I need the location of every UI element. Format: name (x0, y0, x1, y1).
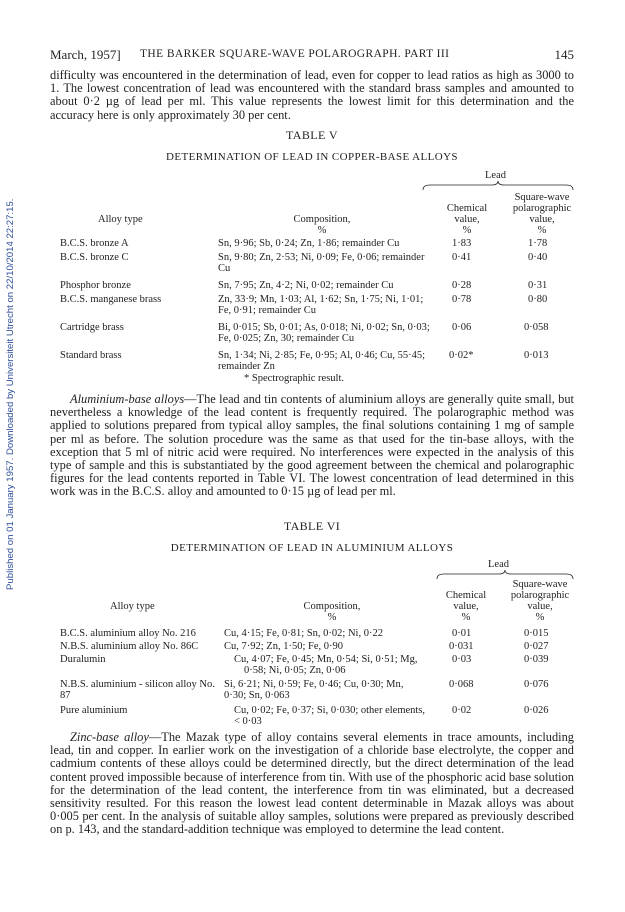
composition: Zn, 33·9; Mn, 1·03; Al, 1·62; Sn, 1·75; Ni, 1·01; Fe, 0·91; remainder Cu (218, 294, 424, 316)
chemical-value: 0·02 (452, 705, 472, 716)
table6-alloy-header: Alloy type (110, 601, 155, 612)
composition: Cu, 4·07; Fe, 0·45; Mn, 0·54; Si, 0·51; Mg, 0·58; Ni, 0·05; Zn, 0·06 (234, 654, 418, 676)
chemical-value: 0·02* (449, 350, 474, 361)
running-header (50, 47, 574, 63)
chemical-value: 0·031 (449, 641, 474, 652)
table6-sq-header: Square-wave polarographic value, % (510, 579, 570, 623)
table5-caption: DETERMINATION OF LEAD IN COPPER-BASE ALLOYS (166, 151, 458, 163)
square-wave-value: 0·058 (524, 322, 549, 333)
alloy-type: B.C.S. bronze A (60, 238, 129, 249)
composition: Si, 6·21; Ni, 0·59; Fe, 0·46; Cu, 0·30; Mn, 0·30; Sn, 0·063 (224, 679, 404, 701)
issue-date: March, 1957] (50, 47, 121, 62)
square-wave-value: 0·076 (524, 679, 549, 690)
composition: Bi, 0·015; Sb, 0·01; As, 0·018; Ni, 0·02; Sn, 0·03; Fe, 0·025; Zn, 30; remainder Cu (218, 322, 430, 344)
aluminium-heading: Aluminium-base alloys (70, 392, 185, 406)
table5 (50, 170, 574, 385)
square-wave-value: 0·026 (524, 705, 549, 716)
table5-label: TABLE V (286, 128, 338, 142)
alloy-type: Pure aluminium (60, 705, 128, 716)
composition: Sn, 7·95; Zn, 4·2; Ni, 0·02; remainder Cu (218, 280, 394, 291)
zinc-paragraph: Zinc-base alloy—The Mazak type of alloy contains several elements in trace amounts, including lead, tin and copper. In earlier work on the investigation of a chloride base electrolyte, the copper and cadmium contents of these alloys could be determined directly, but the direct determination of the lead content proved impossible because of interference from tin. With use of the phosphoric acid base solution for the determination of the lead content, the interference from tin was eliminated, but a decreased sensitivity resulted. For this reason the lowest lead content determinable in Mazak alloys was about 0·005 per cent. In the analysis of suitable alloy samples, solutions were prepared as previously described on p. 143, and the standard-addition technique was employed to determine the lead content. (50, 730, 574, 837)
chemical-value: 0·06 (452, 322, 472, 333)
chemical-value: 0·28 (452, 280, 472, 291)
alloy-type: N.B.S. aluminium - silicon alloy No. 87 (60, 679, 215, 701)
alloy-type: Phosphor bronze (60, 280, 131, 291)
download-watermark: Published on 01 January 1957. Downloaded by Universiteit Utrecht on 22/10/2014 22:27:15. (5, 198, 16, 590)
table5-lead-header: Lead (485, 170, 506, 181)
chemical-value: 0·068 (449, 679, 474, 690)
alloy-type: N.B.S. aluminium alloy No. 86C (60, 641, 199, 652)
table5-sq-header: Square-wave polarographic value, % (512, 192, 572, 236)
composition: Cu, 4·15; Fe, 0·81; Sn, 0·02; Ni, 0·22 (224, 628, 383, 639)
table5-comp-header: Composition, % (293, 214, 351, 236)
composition: Cu, 0·02; Fe, 0·37; Si, 0·030; other elements, < 0·03 (234, 705, 426, 727)
aluminium-paragraph: Aluminium-base alloys—The lead and tin contents of aluminium alloys are generally quite small, but nevertheless a knowledge of the lead content is frequently required. The polarographic method was applied to solutions prepared from typical alloy samples, the final solutions containing 1 mg of sample per ml as before. The solution procedure was the same as that used for the tin-base alloys, with the exception that 5 ml of nitric acid were required. No interferences were expected in the analysis of this type of sample and this is substantiated by the good agreement between the chemical and polarographic figures for the lead contents reported in Table VI. The lowest concentration of lead determined in this work was in the B.C.S. alloy and amounted to 0·15 µg of lead per ml. (50, 392, 574, 499)
alloy-type: B.C.S. manganese brass (60, 294, 162, 305)
composition: Sn, 9·96; Sb, 0·24; Zn, 1·86; remainder Cu (218, 238, 400, 249)
square-wave-value: 0·31 (528, 280, 548, 291)
zinc-heading: Zinc-base alloy (70, 730, 149, 744)
chemical-value: 0·01 (452, 628, 472, 639)
composition: Cu, 7·92; Zn, 1·50; Fe, 0·90 (224, 641, 343, 652)
square-wave-value: 0·015 (524, 628, 549, 639)
table6-caption: DETERMINATION OF LEAD IN ALUMINIUM ALLOYS (170, 542, 454, 554)
running-title: THE BARKER SQUARE-WAVE POLAROGRAPH. PART III (140, 48, 450, 60)
square-wave-value: 0·027 (524, 641, 549, 652)
table6-label: TABLE VI (283, 519, 341, 533)
table6-lead-header: Lead (488, 559, 509, 570)
chemical-value: 0·78 (452, 294, 472, 305)
square-wave-value: 0·039 (524, 654, 549, 665)
table5-alloy-header: Alloy type (98, 214, 143, 225)
square-wave-value: 0·40 (528, 252, 548, 263)
chemical-value: 0·03 (452, 654, 472, 665)
table5-chem-header: Chemical value, % (446, 203, 488, 236)
chemical-value: 1·83 (452, 238, 472, 249)
alloy-type: Cartridge brass (60, 322, 124, 333)
table6 (50, 559, 574, 727)
square-wave-value: 0·80 (528, 294, 548, 305)
alloy-type: Duralumin (60, 654, 106, 665)
table5-footnote: * Spectrographic result. (244, 373, 345, 384)
composition: Sn, 9·80; Zn, 2·53; Ni, 0·09; Fe, 0·06; remainder Cu (218, 252, 425, 274)
intro-paragraph: difficulty was encountered in the determination of lead, even for copper to lead ratios as high as 3000 to 1. The lowest concentration of lead was encountered with the standard brass samples and amounted to about 0·2 µg of lead per ml. This value represents the lowest limit for this determination and the accuracy here is only approximately 30 per cent. (50, 68, 574, 122)
chemical-value: 0·41 (452, 252, 472, 263)
page-number: 145 (554, 47, 574, 62)
table5-brace (422, 181, 574, 191)
alloy-type: B.C.S. aluminium alloy No. 216 (60, 628, 196, 639)
table6-chem-header: Chemical value, % (445, 590, 487, 623)
square-wave-value: 0·013 (524, 350, 549, 361)
composition: Sn, 1·34; Ni, 2·85; Fe, 0·95; Al, 0·46; Cu, 55·45; remainder Zn (218, 350, 426, 372)
square-wave-value: 1·78 (528, 238, 548, 249)
alloy-type: B.C.S. bronze C (60, 252, 129, 263)
alloy-type: Standard brass (60, 350, 122, 361)
table6-comp-header: Composition, % (303, 601, 361, 623)
